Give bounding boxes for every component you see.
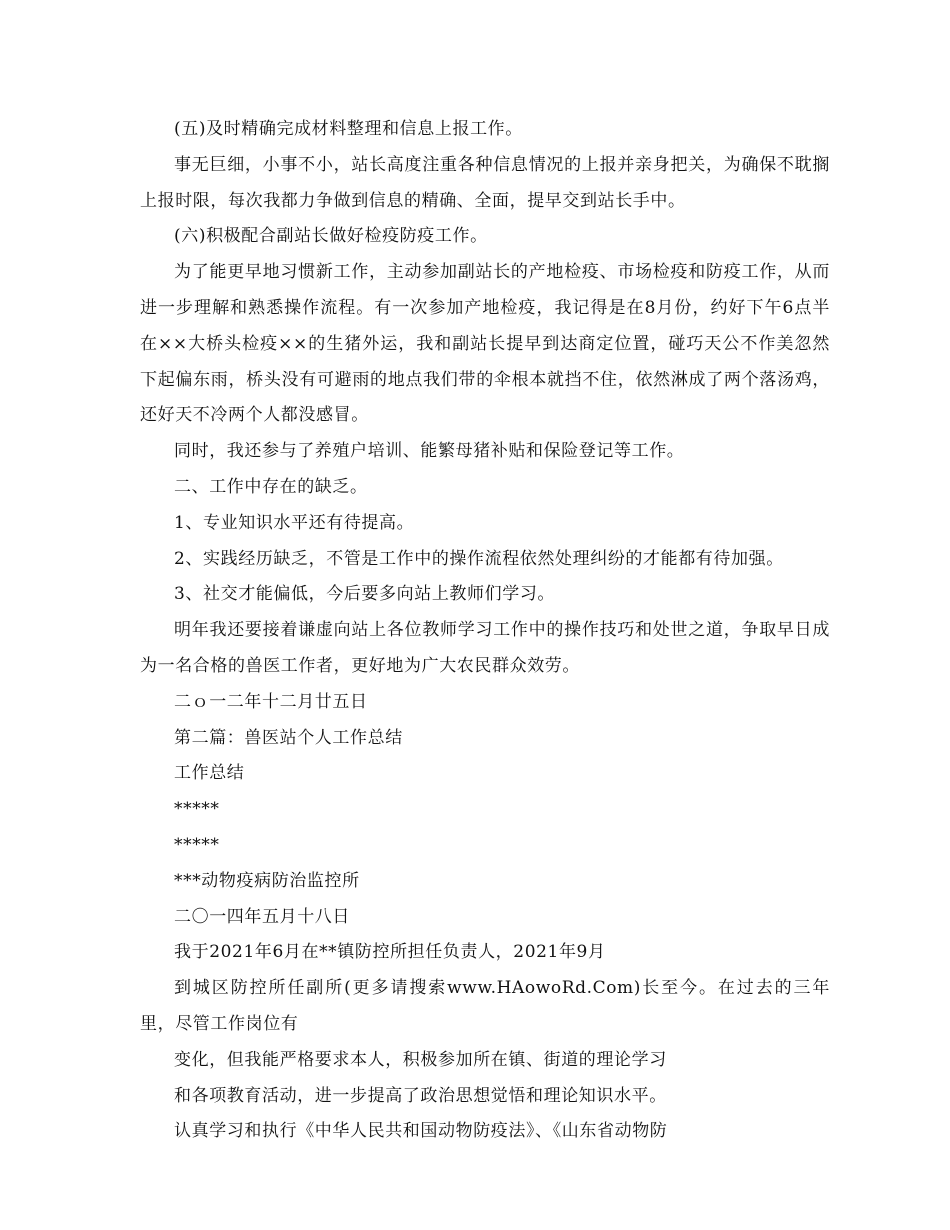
list-item: 2、实践经历缺乏，不管是工作中的操作流程依然处理纠纷的才能都有待加强。 [174,548,784,569]
organization-name: ***动物疫病防治监控所 [174,870,360,891]
paragraph: 和各项教育活动，进一步提高了政治思想觉悟和理论知识水平。 [174,1085,667,1106]
section-heading: 二、工作中存在的缺乏。 [174,476,368,497]
paragraph: 到城区防控所任副所(更多请搜索www.HAowoRd.Com)长至今。在过去的三年里，尽管工作岗位有 [140,978,830,1034]
paragraph: 同时，我还参与了养殖户培训、能繁母猪补贴和保险登记等工作。 [174,441,685,462]
date-line: 二ｏ一二年十二月廿五日 [174,691,368,712]
list-item: 3、社交才能偏低，今后要多向站上教师们学习。 [174,584,556,605]
document-body [140,112,830,1150]
paragraph: 明年我还要接着谦虚向站上各位教师学习工作中的操作技巧和处世之道，争取早日成为一名合格的兽医工作者，更好地为广大农民群众效劳。 [140,620,830,676]
chapter-title: 第二篇：兽医站个人工作总结 [174,727,403,748]
masked-name: ***** [174,834,220,855]
paragraph: 变化，但我能严格要求本人，积极参加所在镇、街道的理论学习 [174,1049,667,1070]
paragraph: 认真学习和执行《中华人民共和国动物防疫法》、《山东省动物防 [174,1121,668,1142]
paragraph: (六)积极配合副站长做好检疫防疫工作。 [174,226,488,247]
paragraph: 我于2021年6月在**镇防控所担任负责人，2021年9月 [174,942,606,963]
report-title: 工作总结 [174,763,245,784]
paragraph: 为了能更早地习惯新工作，主动参加副站长的产地检疫、市场检疫和防疫工作，从而进一步理解和熟悉操作流程。有一次参加产地检疫，我记得是在8月份，约好下午6点半在××大桥头检疫××的生猪外运，我和副站长提早到达商定位置，碰巧天公不作美忽然下起偏东雨，桥头没有可避雨的地点我们带的伞根本就挡不住，依然淋成了两个落汤鸡，还好天不冷两个人都没感冒。 [140,262,830,426]
date-line: 二〇一四年五月十八日 [174,906,350,927]
list-item: 1、专业知识水平还有待提高。 [174,512,415,533]
paragraph: 事无巨细，小事不小，站长高度注重各种信息情况的上报并亲身把关，为确保不耽搁上报时限，每次我都力争做到信息的精确、全面，提早交到站长手中。 [140,154,830,211]
masked-name: ***** [174,799,220,820]
paragraph: (五)及时精确完成材料整理和信息上报工作。 [174,119,523,139]
